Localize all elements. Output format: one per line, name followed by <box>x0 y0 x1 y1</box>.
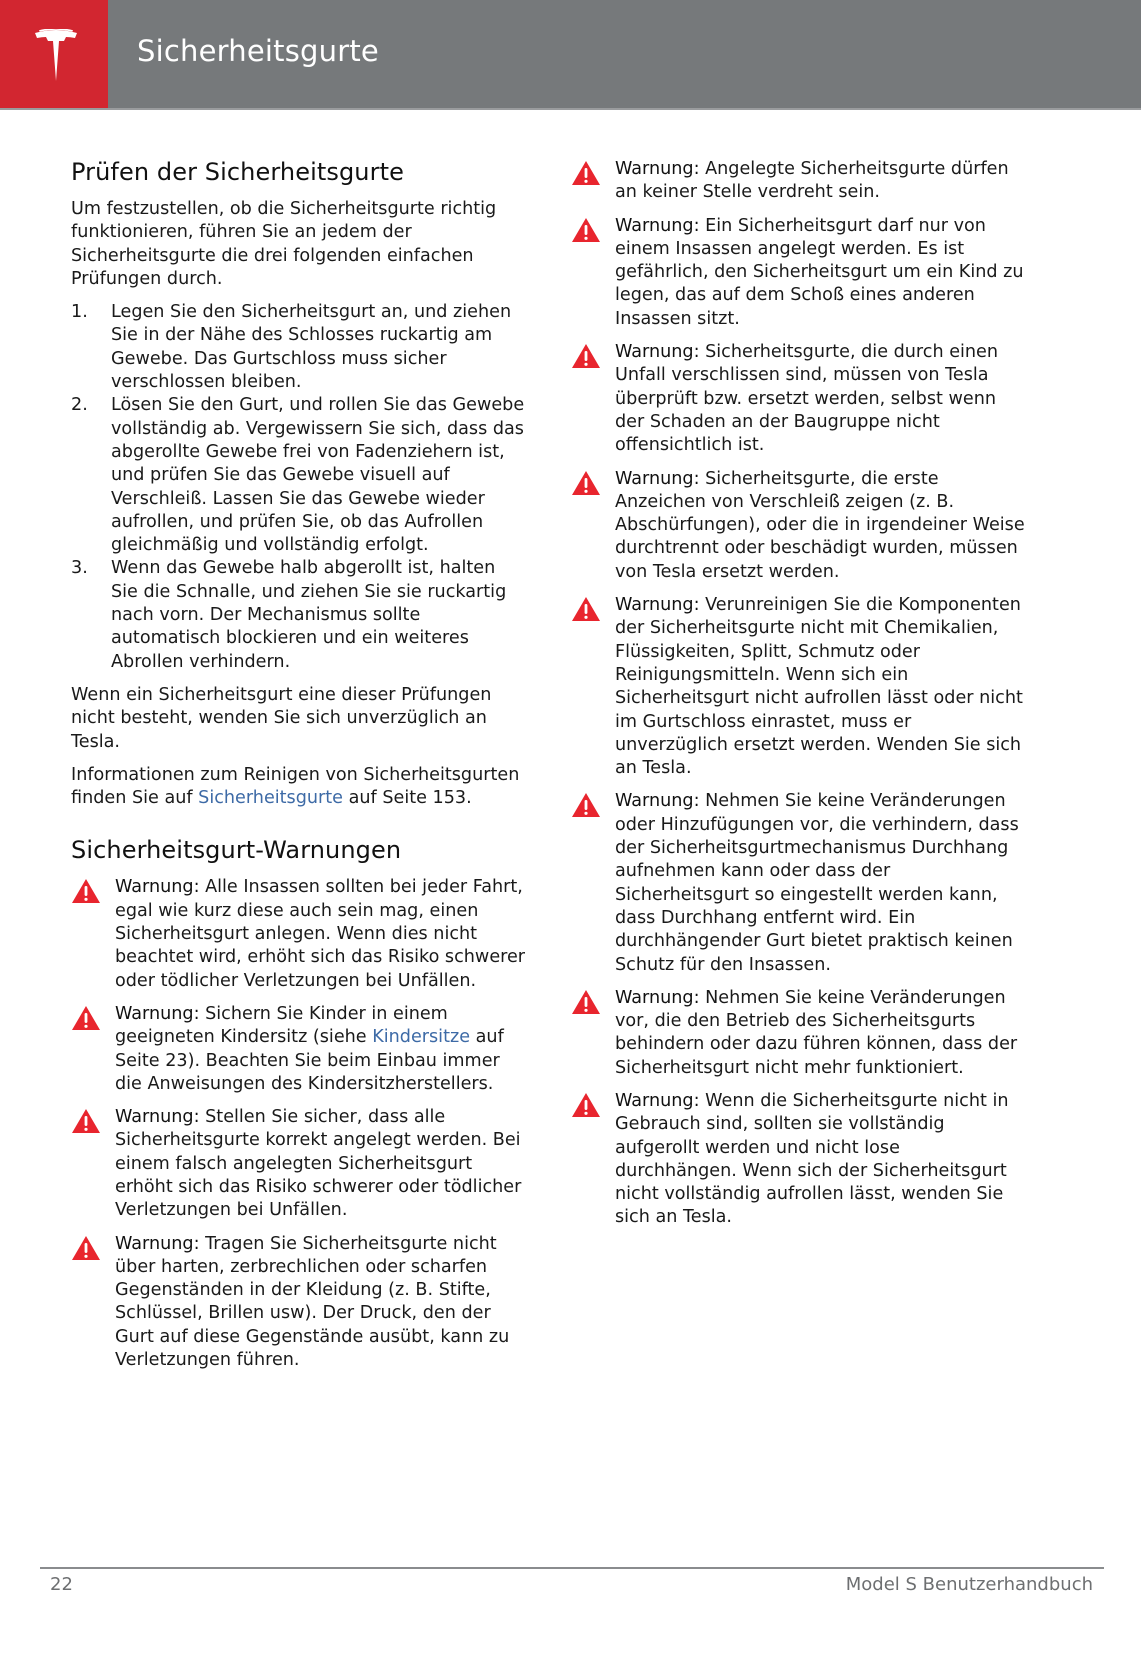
step-number: 3. <box>71 558 88 579</box>
warning-triangle-icon <box>571 594 615 780</box>
step-text: Legen Sie den Sicherheitsgurt an, und ziehen Sie in der Nähe des Schlosses ruckartig am Gewebe. Das Gurtschloss muss sicher verschlossen bleiben. <box>111 302 512 393</box>
warning-item <box>571 158 1026 205</box>
page-header <box>0 0 1141 110</box>
list-item <box>71 557 526 673</box>
warning-label: Warnung: <box>615 159 700 179</box>
step-number: 1. <box>71 302 88 323</box>
warning-label: Warnung: <box>115 1233 200 1254</box>
warning-label: Warnung: <box>615 987 700 1008</box>
tesla-logo <box>0 0 108 108</box>
warning-text: Angelegte Sicherheitsgurte dürfen an keiner Stelle verdreht sein. <box>615 159 1009 203</box>
section-heading-warnings: Sicherheitsgurt-Warnungen <box>71 836 402 865</box>
step-text: Lösen Sie den Gurt, und rollen Sie das Gewebe vollständig ab. Vergewissern Sie sich, dass das abgerollte Gewebe frei von Fadenziehern ist, und prüfen Sie das Gewebe visuell auf Verschleiß. Lassen Sie das Gewebe wieder aufrollen, und prüfen Sie, ob das Aufrollen gleichmäßig und vollständig erfolgt. <box>111 395 525 556</box>
warning-label: Warnung: <box>615 342 700 363</box>
warning-label: Warnung: <box>115 877 200 898</box>
warning-text-cont: auf Seite 23). Beachten Sie beim Einbau immer die Anweisungen des Kindersitzherstellers. <box>115 1027 504 1094</box>
warning-label: Warnung: <box>615 595 700 616</box>
cleaning-text: Informationen zum Reinigen von Sicherheitsgurten finden Sie auf <box>71 764 520 809</box>
warning-text: Verunreinigen Sie die Komponenten der Sicherheitsgurte nicht mit Chemikalien, Flüssigkeiten, Splitt, Schmutz oder Reinigungsmitteln. Wenn sich ein Sicherheitsgurt nicht aufrollen lässt oder nicht im Gurtschloss einrastet, muss er unverzüglich ersetzt werden. Wenden Sie sich an Tesla. <box>615 595 1023 779</box>
child-seats-link[interactable]: Kindersitze <box>372 1027 471 1048</box>
warnings-section <box>71 836 526 1372</box>
step-text: Wenn das Gewebe halb abgerollt ist, halten Sie die Schnalle, und ziehen Sie sie ruckartig nach vorn. Der Mechanismus sollte automatisch blockieren und ein weiteres Abrollen verhindern. <box>111 558 507 672</box>
warning-text: Nehmen Sie keine Veränderungen vor, die den Betrieb des Sicherheitsgurts behindern oder dazu führen können, dass der Sicherheitsgurt nicht mehr funktioniert. <box>615 987 1018 1078</box>
warning-triangle-icon <box>571 987 615 1080</box>
section-heading-check: Prüfen der Sicherheitsgurte <box>71 158 404 186</box>
check-steps-list <box>71 301 526 674</box>
warning-item <box>571 790 1026 976</box>
warning-label: Warnung: <box>615 791 700 812</box>
warning-triangle-icon <box>571 215 615 331</box>
warning-triangle-icon <box>571 468 615 584</box>
right-column <box>571 158 1026 1240</box>
seatbelt-cleaning-link[interactable]: Sicherheitsgurte <box>198 788 344 809</box>
warning-text: Sichern Sie Kinder in einem geeigneten Kindersitz (siehe <box>115 1003 448 1048</box>
warning-item <box>571 341 1026 457</box>
warning-item <box>571 594 1026 780</box>
warning-item <box>571 1090 1026 1230</box>
warning-triangle-icon <box>571 158 615 205</box>
warning-item <box>71 1003 526 1096</box>
warning-text: Nehmen Sie keine Veränderungen oder Hinzufügungen vor, die verhindern, dass der Sicherheitsgurtmechanismus Durchhang aufnehmen kann oder dass der Sicherheitsgurt so eingestellt werden kann, dass Durchhang entfernt wird. Ein durchhängender Gurt bietet praktisch keinen Schutz für den Insassen. <box>615 791 1019 975</box>
warning-label: Warnung: <box>615 1090 700 1111</box>
step-number: 2. <box>71 395 88 416</box>
page-title: Sicherheitsgurte <box>137 34 379 68</box>
cleaning-page-text: auf Seite 153. <box>343 788 472 809</box>
intro-paragraph: Um festzustellen, ob die Sicherheitsgurte richtig funktionieren, führen Sie an jedem der Sicherheitsgurte die drei folgenden einfachen Prüfungen durch. <box>71 199 497 289</box>
warning-label: Warnung: <box>615 215 700 236</box>
left-column <box>71 158 526 1382</box>
warning-text: Wenn die Sicherheitsgurte nicht in Gebrauch sind, sollten sie vollständig aufgerollt werden und nicht lose durchhängen. Wenn sich der Sicherheitsgurt nicht vollständig aufrollen lässt, wenden Sie sich an Tesla. <box>615 1090 1009 1228</box>
warning-text: Tragen Sie Sicherheitsgurte nicht über harten, zerbrechlichen oder scharfen Gegenständen in der Kleidung (z. B. Stifte, Schlüssel, Brillen usw). Der Druck, den der Gurt auf diese Gegenstände ausübt, kann zu Verletzungen führen. <box>115 1233 510 1371</box>
warning-item <box>571 215 1026 331</box>
warning-text: Stellen Sie sicher, dass alle Sicherheitsgurte korrekt angelegt werden. Bei einem falsch angelegten Sicherheitsgurt erhöht sich das Risiko schwerer oder tödlicher Verletzungen bei Unfällen. <box>115 1107 522 1221</box>
warning-triangle-icon <box>71 1106 115 1222</box>
list-item <box>71 301 526 394</box>
warning-text: Sicherheitsgurte, die durch einen Unfall verschlissen sind, müssen von Tesla überprüft bzw. ersetzt werden, selbst wenn der Schaden an der Baugruppe nicht offensichtlich ist. <box>615 342 999 456</box>
warning-triangle-icon <box>71 1003 115 1096</box>
warning-text: Alle Insassen sollten bei jeder Fahrt, egal wie kurz diese auch sein mag, einen Sicherheitsgurt anlegen. Wenn dies nicht beachtet wird, erhöht sich das Risiko schwerer oder tödlicher Verletzungen bei Unfällen. <box>115 877 526 991</box>
warning-triangle-icon <box>71 1233 115 1373</box>
warning-item <box>71 1106 526 1222</box>
warning-item <box>71 1233 526 1373</box>
warning-triangle-icon <box>571 790 615 976</box>
list-item <box>71 394 526 557</box>
warning-triangle-icon <box>71 876 115 992</box>
warning-text: Sicherheitsgurte, die erste Anzeichen von Verschleiß zeigen (z. B. Abschürfungen), oder die in irgendeiner Weise durchtrennt oder beschädigt wurden, müssen von Tesla ersetzt werden. <box>615 468 1025 582</box>
warning-triangle-icon <box>571 341 615 457</box>
warning-triangle-icon <box>571 1090 615 1230</box>
warning-label: Warnung: <box>615 468 700 489</box>
warning-label: Warnung: <box>115 1107 200 1128</box>
warning-item <box>71 876 526 992</box>
tesla-logo-icon <box>33 29 79 83</box>
cleaning-paragraph <box>71 764 526 811</box>
warning-item <box>571 987 1026 1080</box>
warning-text: Ein Sicherheitsgurt darf nur von einem Insassen angelegt werden. Es ist gefährlich, den Sicherheitsgurt um ein Kind zu legen, das auf dem Schoß eines anderen Insassen sitzt. <box>615 215 1024 329</box>
fail-paragraph: Wenn ein Sicherheitsgurt eine dieser Prüfungen nicht besteht, wenden Sie sich unverzüglich an Tesla. <box>71 684 492 752</box>
warning-item <box>571 468 1026 584</box>
footer-divider <box>40 1567 1104 1569</box>
warning-label: Warnung: <box>115 1003 200 1024</box>
page-number: 22 <box>50 1574 73 1595</box>
manual-title: Model S Benutzerhandbuch <box>845 1574 1093 1595</box>
